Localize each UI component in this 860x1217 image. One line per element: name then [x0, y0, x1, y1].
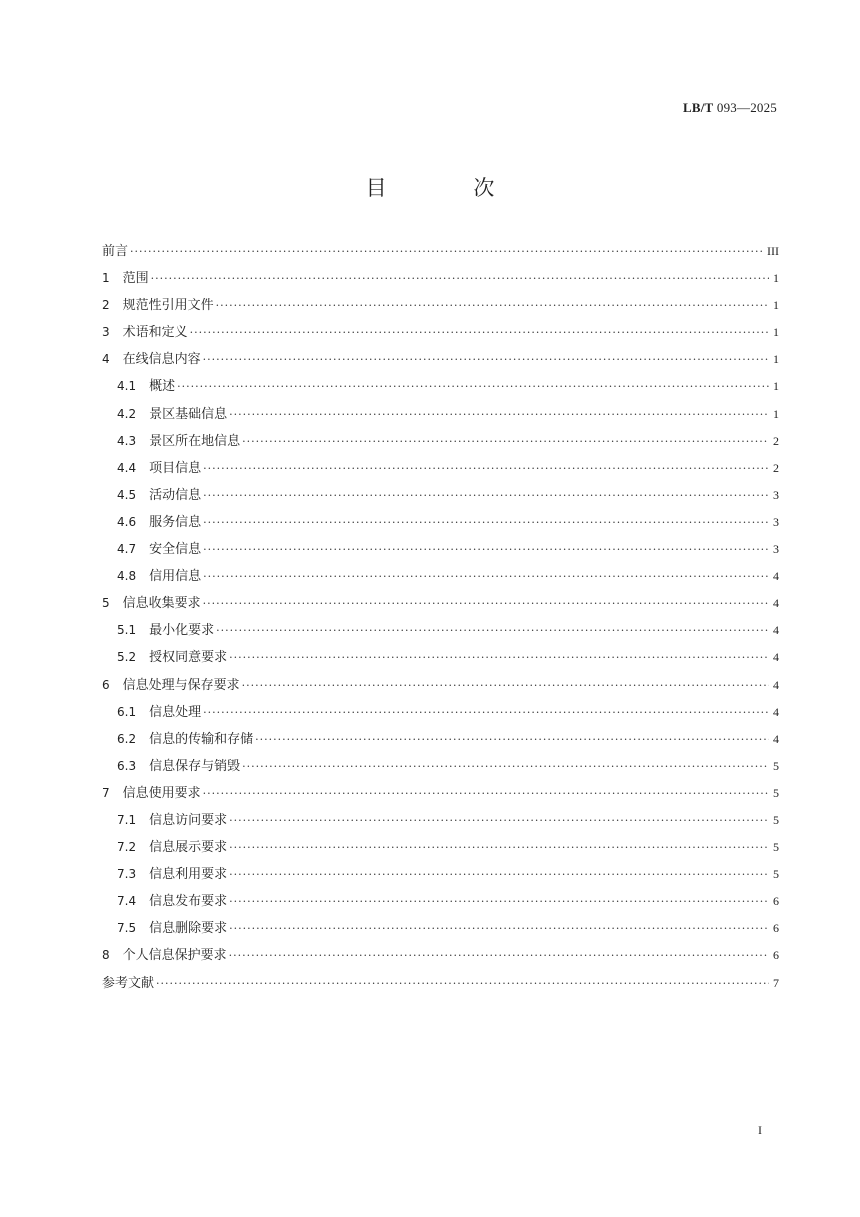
toc-entry-number: 7.3: [117, 867, 137, 882]
toc-leader-dots: [229, 888, 769, 915]
toc-entry-page: 5: [773, 840, 779, 855]
toc-entry-label: 最小化要求: [149, 623, 215, 639]
toc-leader-dots: [203, 563, 769, 590]
toc-entry-number: 4.4: [117, 460, 137, 475]
toc-entry-label: 项目信息: [149, 460, 202, 476]
toc-entry[interactable]: [102, 861, 779, 888]
toc-entry[interactable]: [102, 807, 779, 834]
toc-entry-label: 信息发布要求: [149, 894, 228, 910]
toc-entry-page: 2: [773, 460, 779, 475]
toc-entry-page: 3: [773, 542, 779, 557]
toc-entry-label: 授权同意要求: [149, 650, 228, 666]
toc-entry-page: 3: [773, 514, 779, 529]
toc-leader-dots: [255, 726, 769, 753]
toc-entry-label: 服务信息: [149, 514, 202, 530]
toc-leader-dots: [151, 265, 769, 292]
toc-leader-dots: [203, 590, 769, 617]
toc-entry-page: 1: [773, 379, 779, 394]
toc-entry[interactable]: [102, 617, 779, 644]
toc-entry-label: 信息使用要求: [122, 785, 201, 801]
toc-entry-page: 4: [773, 623, 779, 638]
toc-entry-number: 4.2: [117, 406, 137, 421]
toc-entry[interactable]: [102, 455, 779, 482]
toc-entry[interactable]: [102, 699, 779, 726]
toc-entry[interactable]: [102, 915, 779, 942]
toc-leader-dots: [229, 861, 769, 888]
toc-entry-page: 1: [773, 352, 779, 367]
toc-entry-label: 景区基础信息: [149, 406, 228, 422]
toc-entry-label: 信息收集要求: [122, 596, 201, 612]
toc-entry-number: 6.2: [117, 731, 137, 746]
toc-entry[interactable]: [102, 265, 779, 292]
document-code-prefix: LB/T: [683, 100, 714, 115]
toc-leader-dots: [216, 617, 769, 644]
toc-entry-label: 概述: [149, 379, 176, 395]
toc-entry-page: 1: [773, 298, 779, 313]
toc-entry-label: 个人信息保护要求: [122, 948, 227, 964]
toc-entry[interactable]: [102, 780, 779, 807]
toc-entry-number: 8: [102, 948, 110, 963]
toc-leader-dots: [203, 455, 769, 482]
toc-entry[interactable]: [102, 373, 779, 400]
toc-entry-number: 4.8: [117, 569, 137, 584]
toc-entry[interactable]: [102, 942, 779, 969]
toc-entry-number: 2: [102, 298, 110, 313]
toc-entry-number: 5.1: [117, 623, 137, 638]
toc-leader-dots: [130, 238, 765, 265]
toc-entry-page: 3: [773, 487, 779, 502]
toc-leader-dots: [203, 536, 769, 563]
toc-leader-dots: [242, 753, 769, 780]
toc-leader-dots: [229, 942, 769, 969]
toc-entry-number: 7: [102, 785, 110, 800]
page-title: 目 次: [365, 176, 535, 200]
toc-entry-number: 7.5: [117, 921, 137, 936]
toc-entry-label: 在线信息内容: [122, 352, 201, 368]
toc-entry-page: 4: [773, 704, 779, 719]
toc-entry-label: 信息利用要求: [149, 867, 228, 883]
toc-entry-number: 4.6: [117, 514, 137, 529]
toc-leader-dots: [229, 834, 769, 861]
toc-entry-number: 1: [102, 271, 110, 286]
toc-entry-page: 6: [773, 894, 779, 909]
toc-leader-dots: [203, 780, 769, 807]
toc-entry-number: 4.5: [117, 487, 137, 502]
toc-leader-dots: [229, 807, 769, 834]
toc-entry-number: 3: [102, 325, 110, 340]
toc-entry[interactable]: [102, 238, 779, 265]
toc-entry-label: 规范性引用文件: [122, 298, 214, 314]
toc-entry-number: 7.1: [117, 812, 137, 827]
table-of-contents: [102, 238, 779, 997]
footer-page-number: I: [758, 1123, 762, 1137]
toc-entry-label: 参考文献: [102, 975, 155, 991]
toc-entry-number: 6: [102, 677, 110, 692]
toc-entry-page: 1: [773, 271, 779, 286]
toc-entry-page: 1: [773, 325, 779, 340]
toc-entry[interactable]: [102, 590, 779, 617]
toc-leader-dots: [203, 699, 769, 726]
toc-entry-label: 范围: [122, 271, 149, 287]
toc-entry-page: 5: [773, 758, 779, 773]
toc-entry-label: 安全信息: [149, 542, 202, 558]
toc-entry[interactable]: [102, 834, 779, 861]
document-code-number: 093—2025: [716, 100, 777, 115]
toc-entry-label: 信息的传输和存储: [149, 731, 254, 747]
toc-entry-label: 信息保存与销毁: [149, 758, 241, 774]
toc-leader-dots: [203, 509, 769, 536]
toc-entry[interactable]: [102, 563, 779, 590]
toc-leader-dots: [229, 401, 769, 428]
toc-entry-page: 5: [773, 867, 779, 882]
toc-leader-dots: [216, 292, 769, 319]
toc-entry-page: 4: [773, 677, 779, 692]
document-code: [683, 100, 777, 116]
toc-entry-label: 信息处理: [149, 704, 202, 720]
toc-entry-number: 4.7: [117, 542, 137, 557]
toc-leader-dots: [190, 319, 769, 346]
toc-entry-page: 1: [773, 406, 779, 421]
toc-entry[interactable]: [102, 482, 779, 509]
toc-entry-label: 景区所在地信息: [149, 433, 241, 449]
toc-entry-number: 4: [102, 352, 110, 367]
toc-entry[interactable]: [102, 346, 779, 373]
toc-entry-page: 5: [773, 785, 779, 800]
toc-entry-number: 6.1: [117, 704, 137, 719]
toc-entry[interactable]: [102, 970, 779, 997]
toc-entry-label: 信息删除要求: [149, 921, 228, 937]
toc-leader-dots: [229, 644, 769, 671]
toc-entry-number: 5: [102, 596, 110, 611]
toc-entry[interactable]: [102, 292, 779, 319]
toc-entry[interactable]: [102, 726, 779, 753]
toc-leader-dots: [177, 373, 769, 400]
toc-entry-number: 4.3: [117, 433, 137, 448]
toc-entry-page: 4: [773, 731, 779, 746]
toc-entry[interactable]: [102, 509, 779, 536]
toc-entry-page: 2: [773, 433, 779, 448]
toc-leader-dots: [242, 672, 769, 699]
toc-leader-dots: [203, 346, 769, 373]
toc-entry-number: 7.2: [117, 840, 137, 855]
toc-entry-page: 4: [773, 569, 779, 584]
toc-entry-page: 4: [773, 650, 779, 665]
toc-entry-page: 6: [773, 921, 779, 936]
toc-entry-page: 5: [773, 812, 779, 827]
toc-entry-number: 7.4: [117, 894, 137, 909]
toc-entry[interactable]: [102, 536, 779, 563]
toc-leader-dots: [203, 482, 769, 509]
toc-entry[interactable]: [102, 753, 779, 780]
toc-entry[interactable]: [102, 888, 779, 915]
toc-entry-label: 信息访问要求: [149, 812, 228, 828]
toc-leader-dots: [242, 428, 769, 455]
toc-entry-label: 信用信息: [149, 569, 202, 585]
toc-entry-number: 4.1: [117, 379, 137, 394]
toc-entry-label: 信息处理与保存要求: [122, 677, 240, 693]
toc-entry-label: 活动信息: [149, 487, 202, 503]
toc-entry[interactable]: [102, 644, 779, 671]
toc-entry-label: 信息展示要求: [149, 840, 228, 856]
toc-entry-number: 5.2: [117, 650, 137, 665]
toc-entry-page: 7: [773, 975, 779, 990]
toc-entry-page: III: [767, 244, 779, 258]
toc-entry[interactable]: [102, 401, 779, 428]
toc-entry-page: 4: [773, 596, 779, 611]
toc-entry-label: 前言: [102, 244, 129, 259]
toc-entry[interactable]: [102, 428, 779, 455]
toc-entry-number: 6.3: [117, 758, 137, 773]
toc-leader-dots: [229, 915, 769, 942]
toc-entry-label: 术语和定义: [122, 325, 188, 341]
toc-entry[interactable]: [102, 672, 779, 699]
toc-leader-dots: [156, 970, 769, 997]
toc-entry-page: 6: [773, 948, 779, 963]
toc-entry[interactable]: [102, 319, 779, 346]
